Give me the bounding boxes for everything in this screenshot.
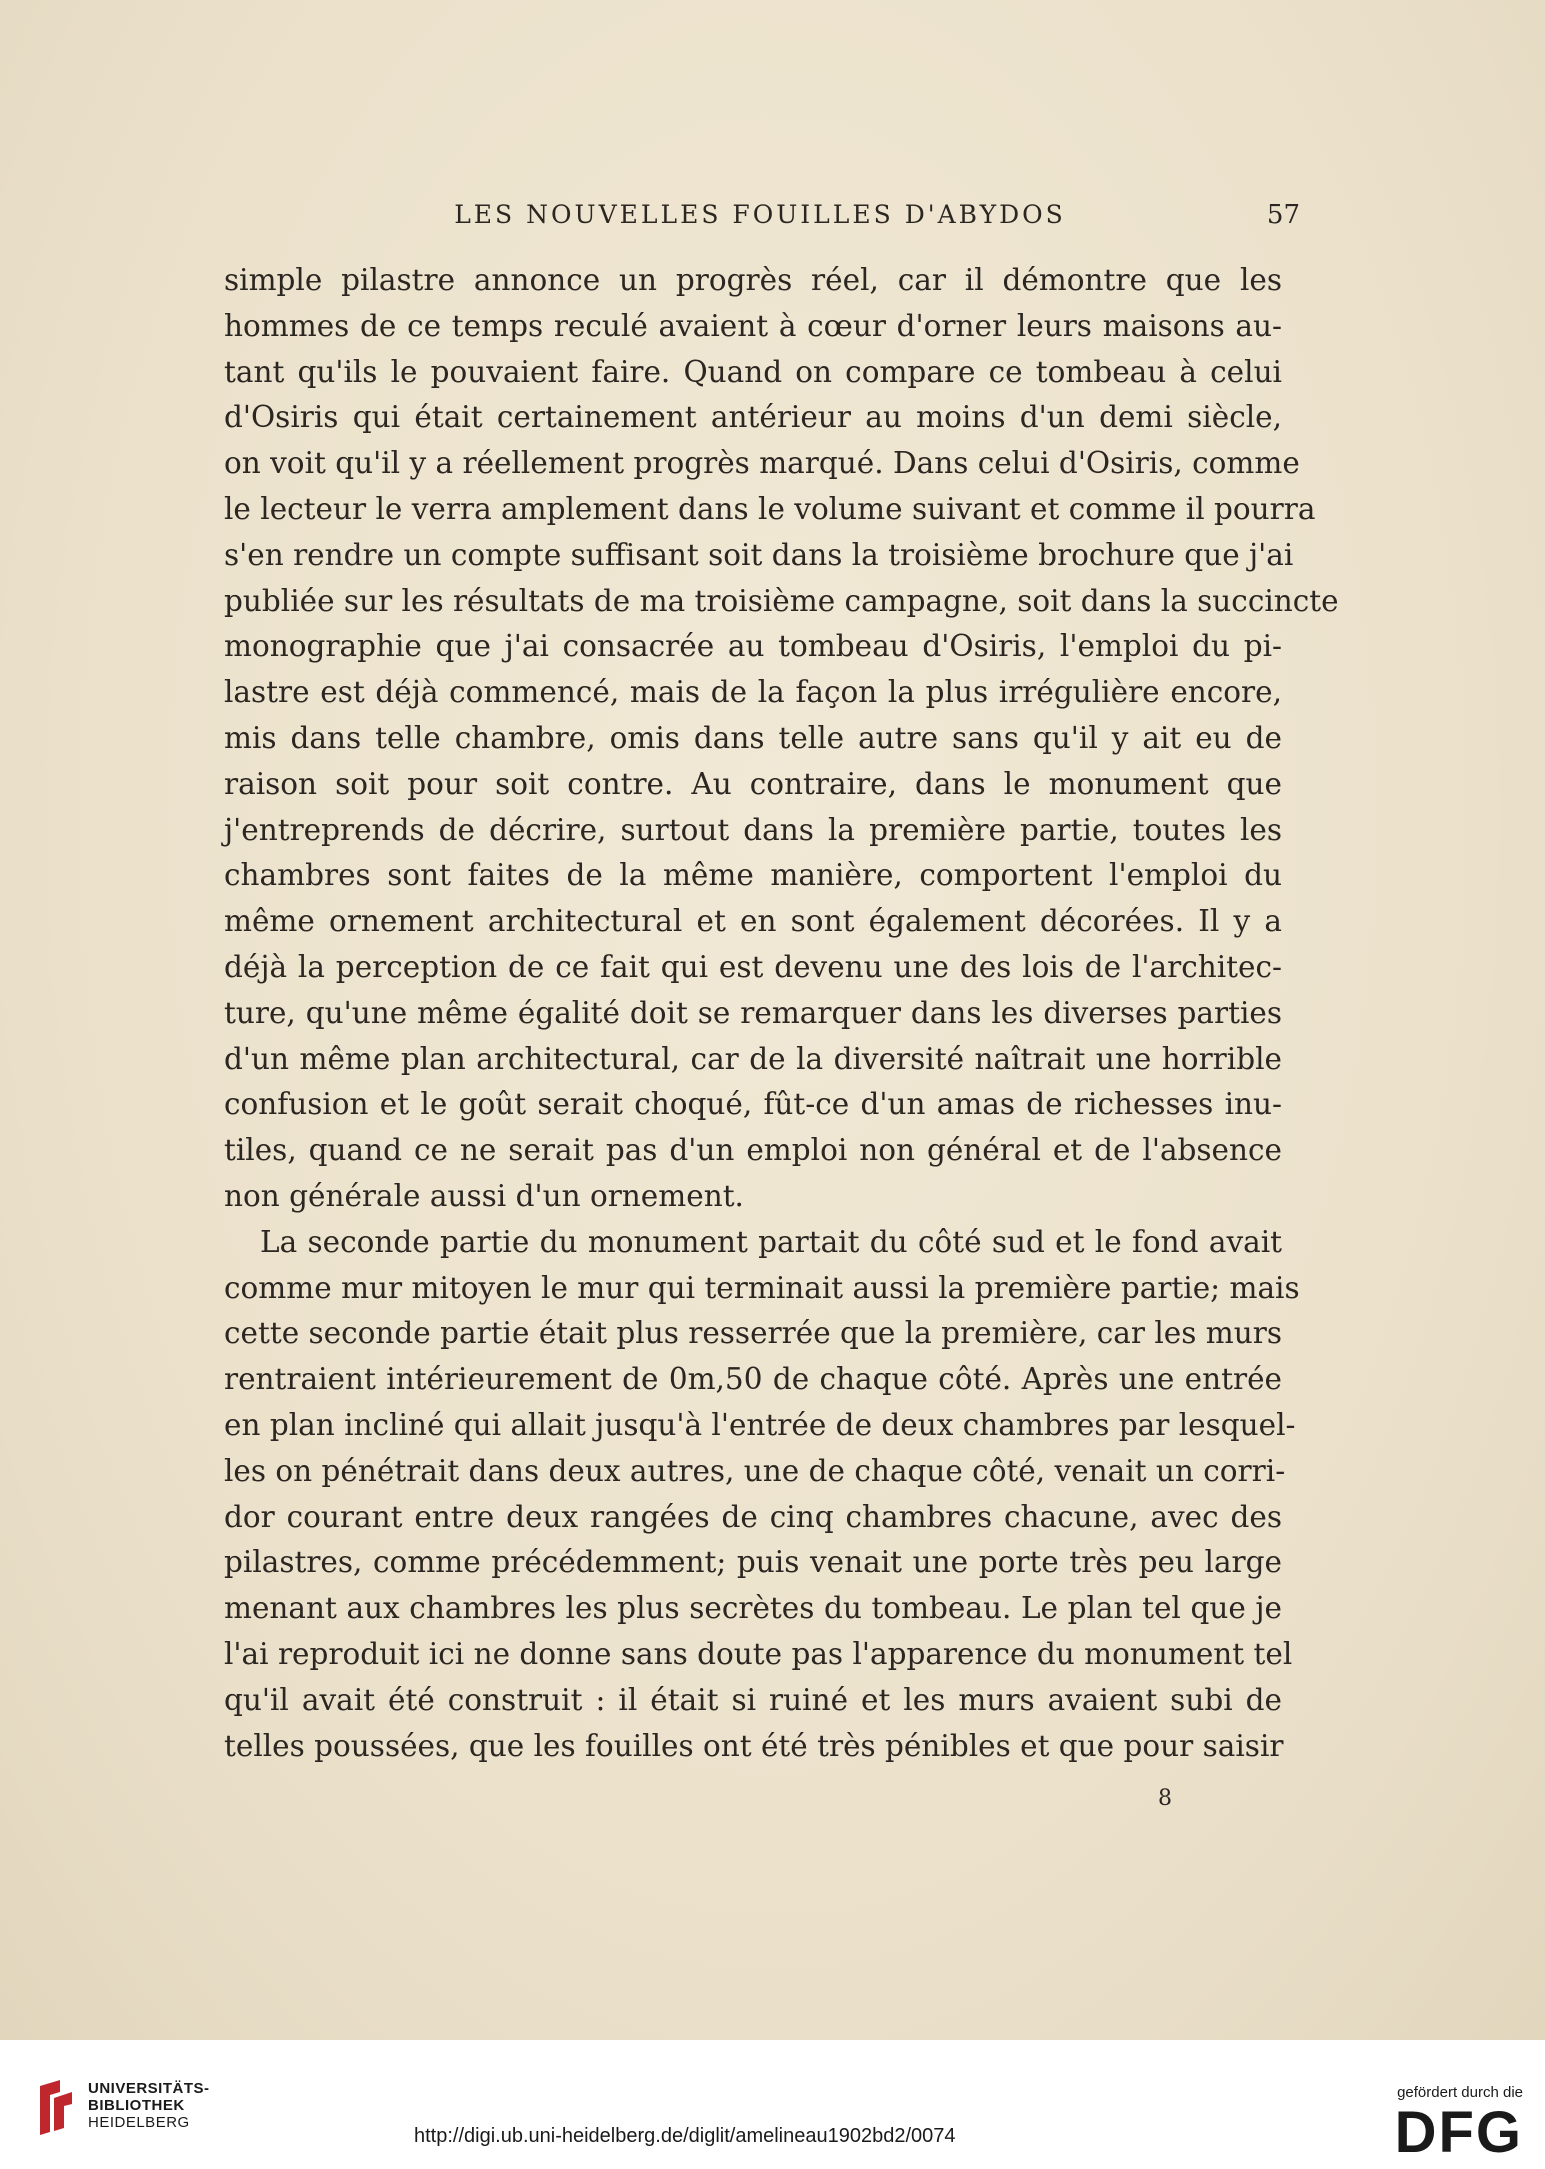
library-name-line: HEIDELBERG [88,2114,190,2131]
text-line: les on pénétrait dans deux autres, une de chaque côté, venait un corri- [224,1453,1286,1488]
footer-bar [0,2040,1545,2169]
library-name-line: BIBLIOTHEK [88,2097,185,2114]
library-name-line: UNIVERSITÄTS- [88,2080,210,2097]
text-line: menant aux chambres les plus secrètes du tombeau. Le plan tel que je [224,1591,1282,1626]
text-line: La seconde partie du monument partait du côté sud et le fond avait [260,1224,1282,1259]
text-line: rentraient intérieurement de 0m,50 de chaque côté. Après une entrée [224,1362,1282,1397]
text-line: déjà la perception de ce fait qui est devenu une des lois de l'architec- [224,949,1282,984]
text-line: ture, qu'une même égalité doit se remarquer dans les diverses parties [224,995,1282,1030]
text-line: j'entreprends de décrire, surtout dans la première partie, toutes les [224,812,1282,847]
text-line: on voit qu'il y a réellement progrès marqué. Dans celui d'Osiris, comme [224,446,1300,481]
signature-mark: 8 [1158,1786,1172,1811]
text-line: mis dans telle chambre, omis dans telle autre sans qu'il y ait eu de [224,720,1282,755]
text-line: d'un même plan architectural, car de la diversité naîtrait une horrible [224,1041,1282,1076]
text-line: l'ai reproduit ici ne donne sans doute pas l'apparence du monument tel [224,1636,1293,1671]
text-line: en plan incliné qui allait jusqu'à l'entrée de deux chambres par lesquel- [224,1407,1296,1442]
text-line: pilastres, comme précédemment; puis venait une porte très peu large [224,1545,1282,1580]
text-line: cette seconde partie était plus resserrée que la première, car les murs [224,1316,1282,1351]
university-library-logo-icon [36,2078,76,2136]
funding-caption: gefördert durch die [1397,2084,1523,2101]
text-line: s'en rendre un compte suffisant soit dans la troisième brochure que j'ai [224,537,1294,572]
text-line: lastre est déjà commencé, mais de la façon la plus irrégulière encore, [224,675,1282,710]
text-line: raison soit pour soit contre. Au contraire, dans le monument que [224,766,1282,801]
permalink-url[interactable]: http://digi.ub.uni-heidelberg.de/diglit/amelineau1902bd2/0074 [414,2125,956,2147]
text-line: qu'il avait été construit : il était si ruiné et les murs avaient subi de [224,1682,1282,1717]
text-line: le lecteur le verra amplement dans le volume suivant et comme il pourra [224,491,1316,526]
text-line: non générale aussi d'un ornement. [224,1178,744,1213]
text-line: tant qu'ils le pouvaient faire. Quand on compare ce tombeau à celui [224,354,1282,389]
page-number: 57 [1266,200,1300,230]
text-line: dor courant entre deux rangées de cinq chambres chacune, avec des [224,1499,1282,1534]
text-line: tiles, quand ce ne serait pas d'un emploi non général et de l'absence [224,1133,1282,1168]
text-line: même ornement architectural et en sont également décorées. Il y a [224,904,1282,939]
text-line: chambres sont faites de la même manière, comportent l'emploi du [224,858,1282,893]
text-line: simple pilastre annonce un progrès réel, car il démontre que les [224,263,1282,297]
running-head [220,200,1300,240]
running-title: LES NOUVELLES FOUILLES D'ABYDOS [454,200,1066,229]
library-name [88,2080,210,2131]
text-line: comme mur mitoyen le mur qui terminait aussi la première partie; mais [224,1270,1300,1305]
text-line: confusion et le goût serait choqué, fût-ce d'un amas de richesses inu- [224,1087,1282,1122]
text-line: telles poussées, que les fouilles ont été très pénibles et que pour saisir [224,1728,1284,1763]
text-line: d'Osiris qui était certainement antérieur au moins d'un demi siècle, [224,400,1282,435]
text-line: publiée sur les résultats de ma troisième campagne, soit dans la succincte [224,583,1339,618]
body-text [224,258,1339,1769]
text-line: monographie que j'ai consacrée au tombeau d'Osiris, l'emploi du pi- [224,629,1282,664]
text-line: hommes de ce temps reculé avaient à cœur d'orner leurs maisons au- [224,308,1282,343]
dfg-logo: DFG [1394,2100,1523,2165]
